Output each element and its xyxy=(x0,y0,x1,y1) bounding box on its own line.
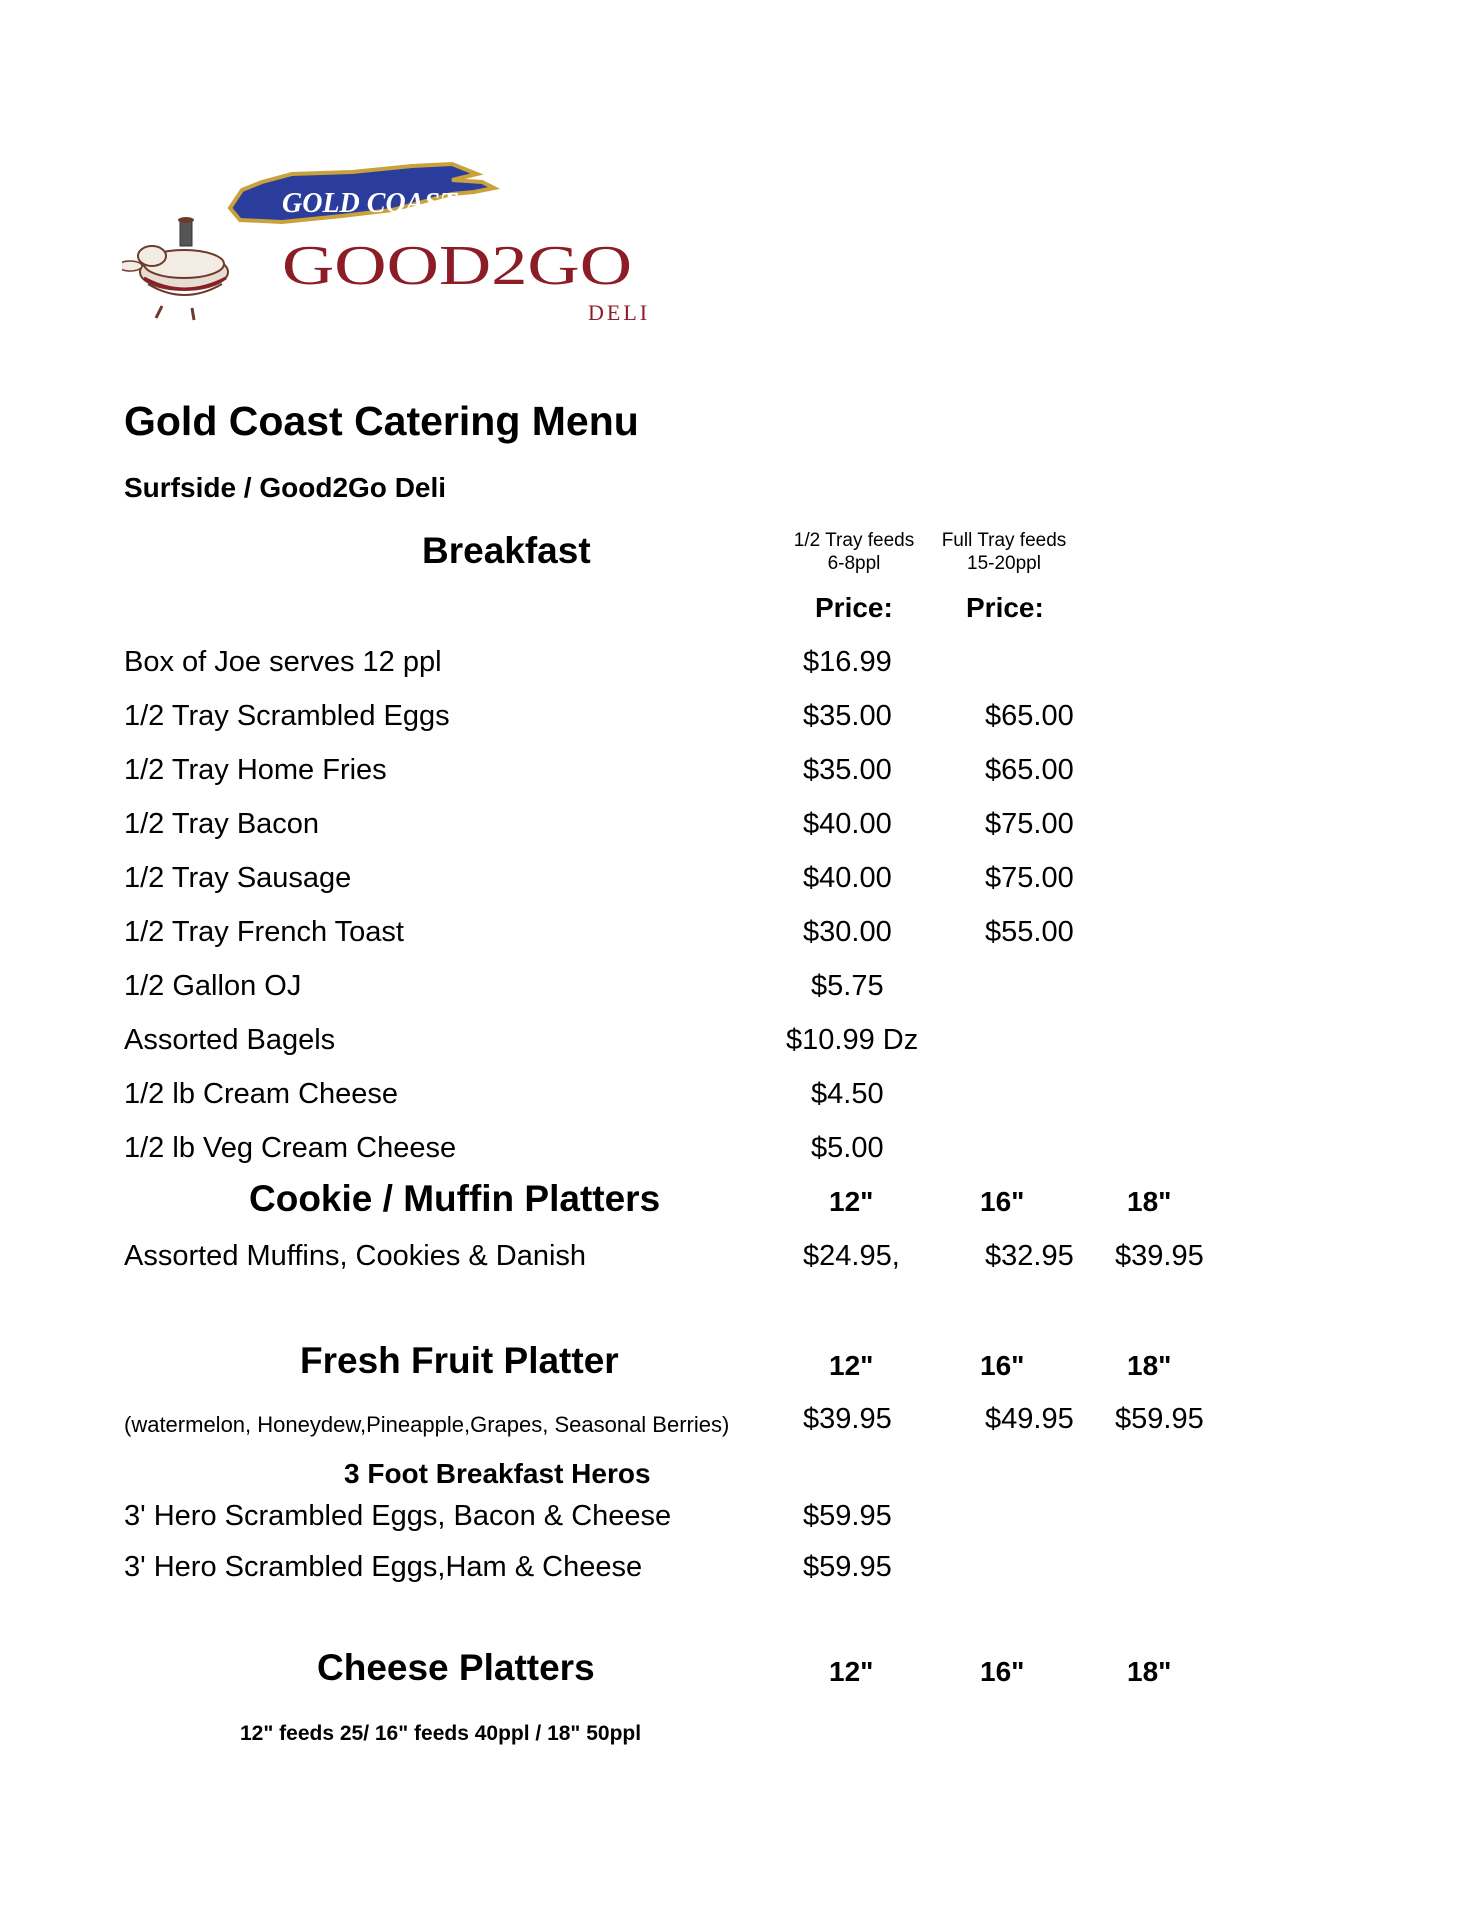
menu-item-price-half: $4.50 xyxy=(811,1078,884,1110)
menu-item-price-half: $5.75 xyxy=(811,970,884,1002)
page-title: Gold Coast Catering Menu xyxy=(124,398,639,444)
menu-item-price-full: $75.00 xyxy=(985,862,1074,894)
menu-item-name: 1/2 Tray Home Fries xyxy=(124,754,387,786)
full-tray-ppl-label: 15-20ppl xyxy=(967,553,1041,574)
menu-item-name: 1/2 Tray French Toast xyxy=(124,916,404,948)
menu-item-price-full: $55.00 xyxy=(985,916,1074,948)
menu-item-name: Box of Joe serves 12 ppl xyxy=(124,646,442,678)
price-header-half: Price: xyxy=(815,592,893,623)
menu-item-price-half: $10.99 Dz xyxy=(786,1024,919,1056)
half-tray-column-header xyxy=(784,529,924,575)
menu-item-name: 3' Hero Scrambled Eggs,Ham & Cheese xyxy=(124,1551,643,1583)
menu-item-name: Assorted Muffins, Cookies & Danish xyxy=(124,1240,587,1272)
size-18-label: 18" xyxy=(1127,1186,1172,1217)
size-16-label: 16" xyxy=(980,1656,1025,1687)
sandwich-mascot-icon xyxy=(122,217,228,320)
size-12-label: 12" xyxy=(829,1656,874,1687)
menu-item-name: 1/2 lb Cream Cheese xyxy=(124,1078,399,1110)
price-16: $32.95 xyxy=(985,1240,1074,1272)
size-16-label: 16" xyxy=(980,1350,1025,1381)
menu-item-name: 1/2 lb Veg Cream Cheese xyxy=(124,1132,457,1164)
logo-gold-coast-text: GOLD COAST xyxy=(282,188,458,219)
page-subtitle: Surfside / Good2Go Deli xyxy=(124,472,447,503)
heros-heading: 3 Foot Breakfast Heros xyxy=(344,1458,651,1489)
menu-item-price-half: $40.00 xyxy=(803,862,892,894)
logo-deli-text: DELI xyxy=(588,300,651,325)
menu-item-price: $59.95 xyxy=(803,1500,892,1532)
price-18: $39.95 xyxy=(1115,1240,1204,1272)
half-tray-feeds-label: 1/2 Tray feeds xyxy=(793,530,915,551)
menu-item-price-half: $35.00 xyxy=(803,700,892,732)
menu-item-price-half: $35.00 xyxy=(803,754,892,786)
size-16-label: 16" xyxy=(980,1186,1025,1217)
menu-item-name: 1/2 Tray Bacon xyxy=(124,808,320,840)
menu-item-price-half: $30.00 xyxy=(803,916,892,948)
fruit-platter-heading: Fresh Fruit Platter xyxy=(300,1340,619,1381)
cheese-platters-heading: Cheese Platters xyxy=(317,1647,595,1688)
size-18-label: 18" xyxy=(1127,1656,1172,1687)
menu-item-price-half: $16.99 xyxy=(803,646,892,678)
size-18-label: 18" xyxy=(1127,1350,1172,1381)
menu-item-price: $59.95 xyxy=(803,1551,892,1583)
menu-item-name: Assorted Bagels xyxy=(124,1024,336,1056)
cookie-muffin-heading: Cookie / Muffin Platters xyxy=(249,1178,661,1219)
breakfast-heading: Breakfast xyxy=(422,530,591,571)
menu-item-price-full: $65.00 xyxy=(985,700,1074,732)
menu-item-name: 1/2 Tray Scrambled Eggs xyxy=(124,700,450,732)
size-12-label: 12" xyxy=(829,1186,874,1217)
menu-item-name: 1/2 Tray Sausage xyxy=(124,862,352,894)
menu-item-price-half: $5.00 xyxy=(811,1132,884,1164)
menu-item-price-half: $40.00 xyxy=(803,808,892,840)
size-12-label: 12" xyxy=(829,1350,874,1381)
company-logo xyxy=(122,160,672,330)
cheese-serving-note: 12" feeds 25/ 16" feeds 40ppl / 18" 50ppl xyxy=(240,1722,642,1745)
price-16: $49.95 xyxy=(985,1403,1074,1435)
logo-brand-text: GOOD2GO xyxy=(282,235,632,297)
price-12: $39.95 xyxy=(803,1403,892,1435)
price-12: $24.95, xyxy=(803,1240,900,1272)
menu-item-name: 3' Hero Scrambled Eggs, Bacon & Cheese xyxy=(124,1500,672,1532)
price-header-full: Price: xyxy=(966,592,1044,623)
price-18: $59.95 xyxy=(1115,1403,1204,1435)
full-tray-column-header xyxy=(934,529,1074,575)
half-tray-ppl-label: 6-8ppl xyxy=(827,553,881,574)
menu-item-name: 1/2 Gallon OJ xyxy=(124,970,302,1002)
full-tray-feeds-label: Full Tray feeds xyxy=(941,530,1067,551)
menu-item-price-full: $75.00 xyxy=(985,808,1074,840)
fruit-description: (watermelon, Honeydew,Pineapple,Grapes, Seasonal Berries) xyxy=(124,1412,730,1437)
menu-item-price-full: $65.00 xyxy=(985,754,1074,786)
